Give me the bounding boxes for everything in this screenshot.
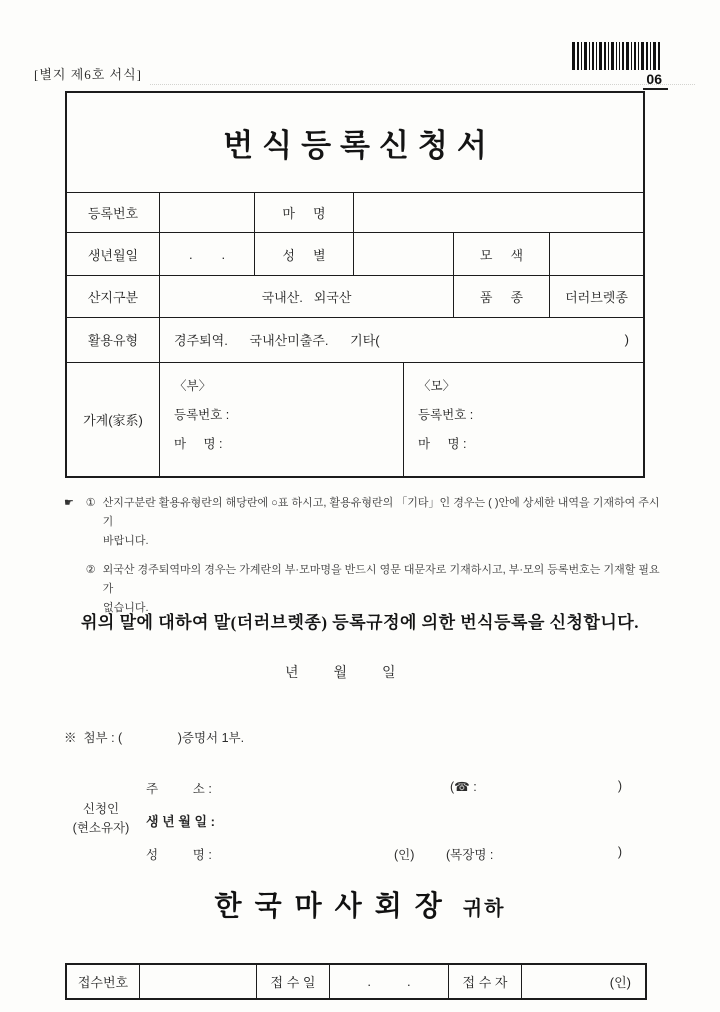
horse-name-label: 마 명 <box>255 193 354 232</box>
row-birthdate-sex-coat <box>67 232 643 275</box>
note-2-number: ② <box>85 564 96 576</box>
receiver-seal-field[interactable]: (인) <box>609 975 631 990</box>
phone-close-paren: ) <box>617 779 622 793</box>
applicant-role-label <box>56 800 146 838</box>
barcode-number: 06 <box>646 71 662 87</box>
note-2-text: 외국산 경주퇴역마의 경우는 가계란의 부·모마명을 반드시 영문 대문자로 기재하시고, 부·모의 등록번호는 기재할 필요가 <box>102 564 660 595</box>
applicant-name-label[interactable]: 성 명 : <box>146 848 212 862</box>
dam-section[interactable] <box>404 363 643 476</box>
note-1-number: ① <box>85 497 96 509</box>
row-usage-type <box>67 317 643 362</box>
dam-reg-no-label: 등록번호 : <box>418 407 474 422</box>
reg-no-field[interactable] <box>160 193 255 232</box>
receipt-date-label: 접 수 일 <box>257 965 330 998</box>
sire-section[interactable] <box>160 363 404 476</box>
usage-type-options[interactable] <box>160 318 643 362</box>
farm-name-label: (목장명 : <box>446 848 494 862</box>
receipt-no-label: 접수번호 <box>67 965 140 998</box>
address-label[interactable]: 주 소 : <box>146 782 212 796</box>
note-2-line-1 <box>64 561 664 599</box>
date-fill-line[interactable]: 년 월 일 <box>285 664 396 680</box>
dam-heading: 〈모〉 <box>418 378 456 393</box>
instruction-notes <box>64 494 664 618</box>
note-1-text: 산지구분란 활용유형란의 해당란에 ○표 하시고, 활용유형란의 「기타」인 경우는 ( )안에 상세한 내역을 기재하여 주시기 <box>102 497 660 528</box>
attachment-note: ※ 첨부 : ( )증명서 1부. <box>64 731 245 745</box>
usage-options-text: 경주퇴역. 국내산미출주. 기타( <box>174 333 380 349</box>
title-row <box>67 93 643 192</box>
farm-close-paren: ) <box>617 845 622 859</box>
receipt-date-field[interactable]: . . <box>330 965 449 998</box>
applicant-birthdate-label[interactable]: 생 년 월 일 : <box>146 814 216 829</box>
receiver-label: 접 수 자 <box>449 965 522 998</box>
lineage-label: 가계(家系) <box>67 363 160 476</box>
declaration-statement: 위의 말에 대하여 말(더러브렛종) 등록규정에 의한 번식등록을 신청합니다. <box>81 613 639 632</box>
row-registration-number <box>67 192 643 232</box>
note-2-line-2: 없습니다. <box>103 602 149 614</box>
phone-icon: (☎ : <box>450 780 477 794</box>
receipt-table <box>65 963 647 1000</box>
applicant-label-line1: 신청인 <box>82 802 120 816</box>
origin-label: 산지구분 <box>67 276 160 317</box>
farm-name-field[interactable] <box>446 845 622 863</box>
birthdate-label: 생년월일 <box>67 233 160 275</box>
seal-mark: (인) <box>394 848 415 862</box>
note-1-line-2: 바랍니다. <box>103 535 149 547</box>
reg-no-label: 등록번호 <box>67 193 160 232</box>
applicant-label-line2: (현소유자) <box>72 821 130 835</box>
receipt-no-field[interactable] <box>140 965 257 998</box>
barcode-underline <box>643 88 668 90</box>
usage-type-label: 활용유형 <box>67 318 160 362</box>
form-code-label: [별지 제6호 서식] <box>34 67 143 82</box>
sire-name-label: 마 명 : <box>174 436 223 451</box>
dam-name-label: 마 명 : <box>418 436 467 451</box>
sire-heading: 〈부〉 <box>174 378 212 393</box>
recipient-honorific: 귀하 <box>462 898 506 920</box>
horse-name-field[interactable] <box>354 193 643 232</box>
barcode <box>572 42 660 70</box>
breed-value: 더러브렛종 <box>565 289 628 305</box>
coat-color-field[interactable] <box>550 233 643 275</box>
note-1-line-1 <box>64 494 664 532</box>
recipient-line <box>0 884 720 924</box>
breed-label: 품 종 <box>454 276 550 317</box>
sex-label: 성 별 <box>255 233 354 275</box>
recipient-organization: 한국마사회장 <box>214 891 455 922</box>
origin-options[interactable]: 국내산. 외국산 <box>160 276 454 317</box>
sex-field[interactable] <box>354 233 454 275</box>
form-title: 번식등록신청서 <box>223 128 496 164</box>
sire-reg-no-label: 등록번호 : <box>174 407 230 422</box>
phone-field[interactable] <box>450 779 622 794</box>
pointing-hand-icon: ☛ <box>64 497 74 509</box>
row-lineage <box>67 362 643 476</box>
row-origin-breed <box>67 275 643 317</box>
coat-color-label: 모 색 <box>454 233 550 275</box>
registration-table <box>65 91 645 478</box>
usage-close-paren: ) <box>624 332 629 348</box>
birthdate-field[interactable]: . . <box>160 233 255 275</box>
